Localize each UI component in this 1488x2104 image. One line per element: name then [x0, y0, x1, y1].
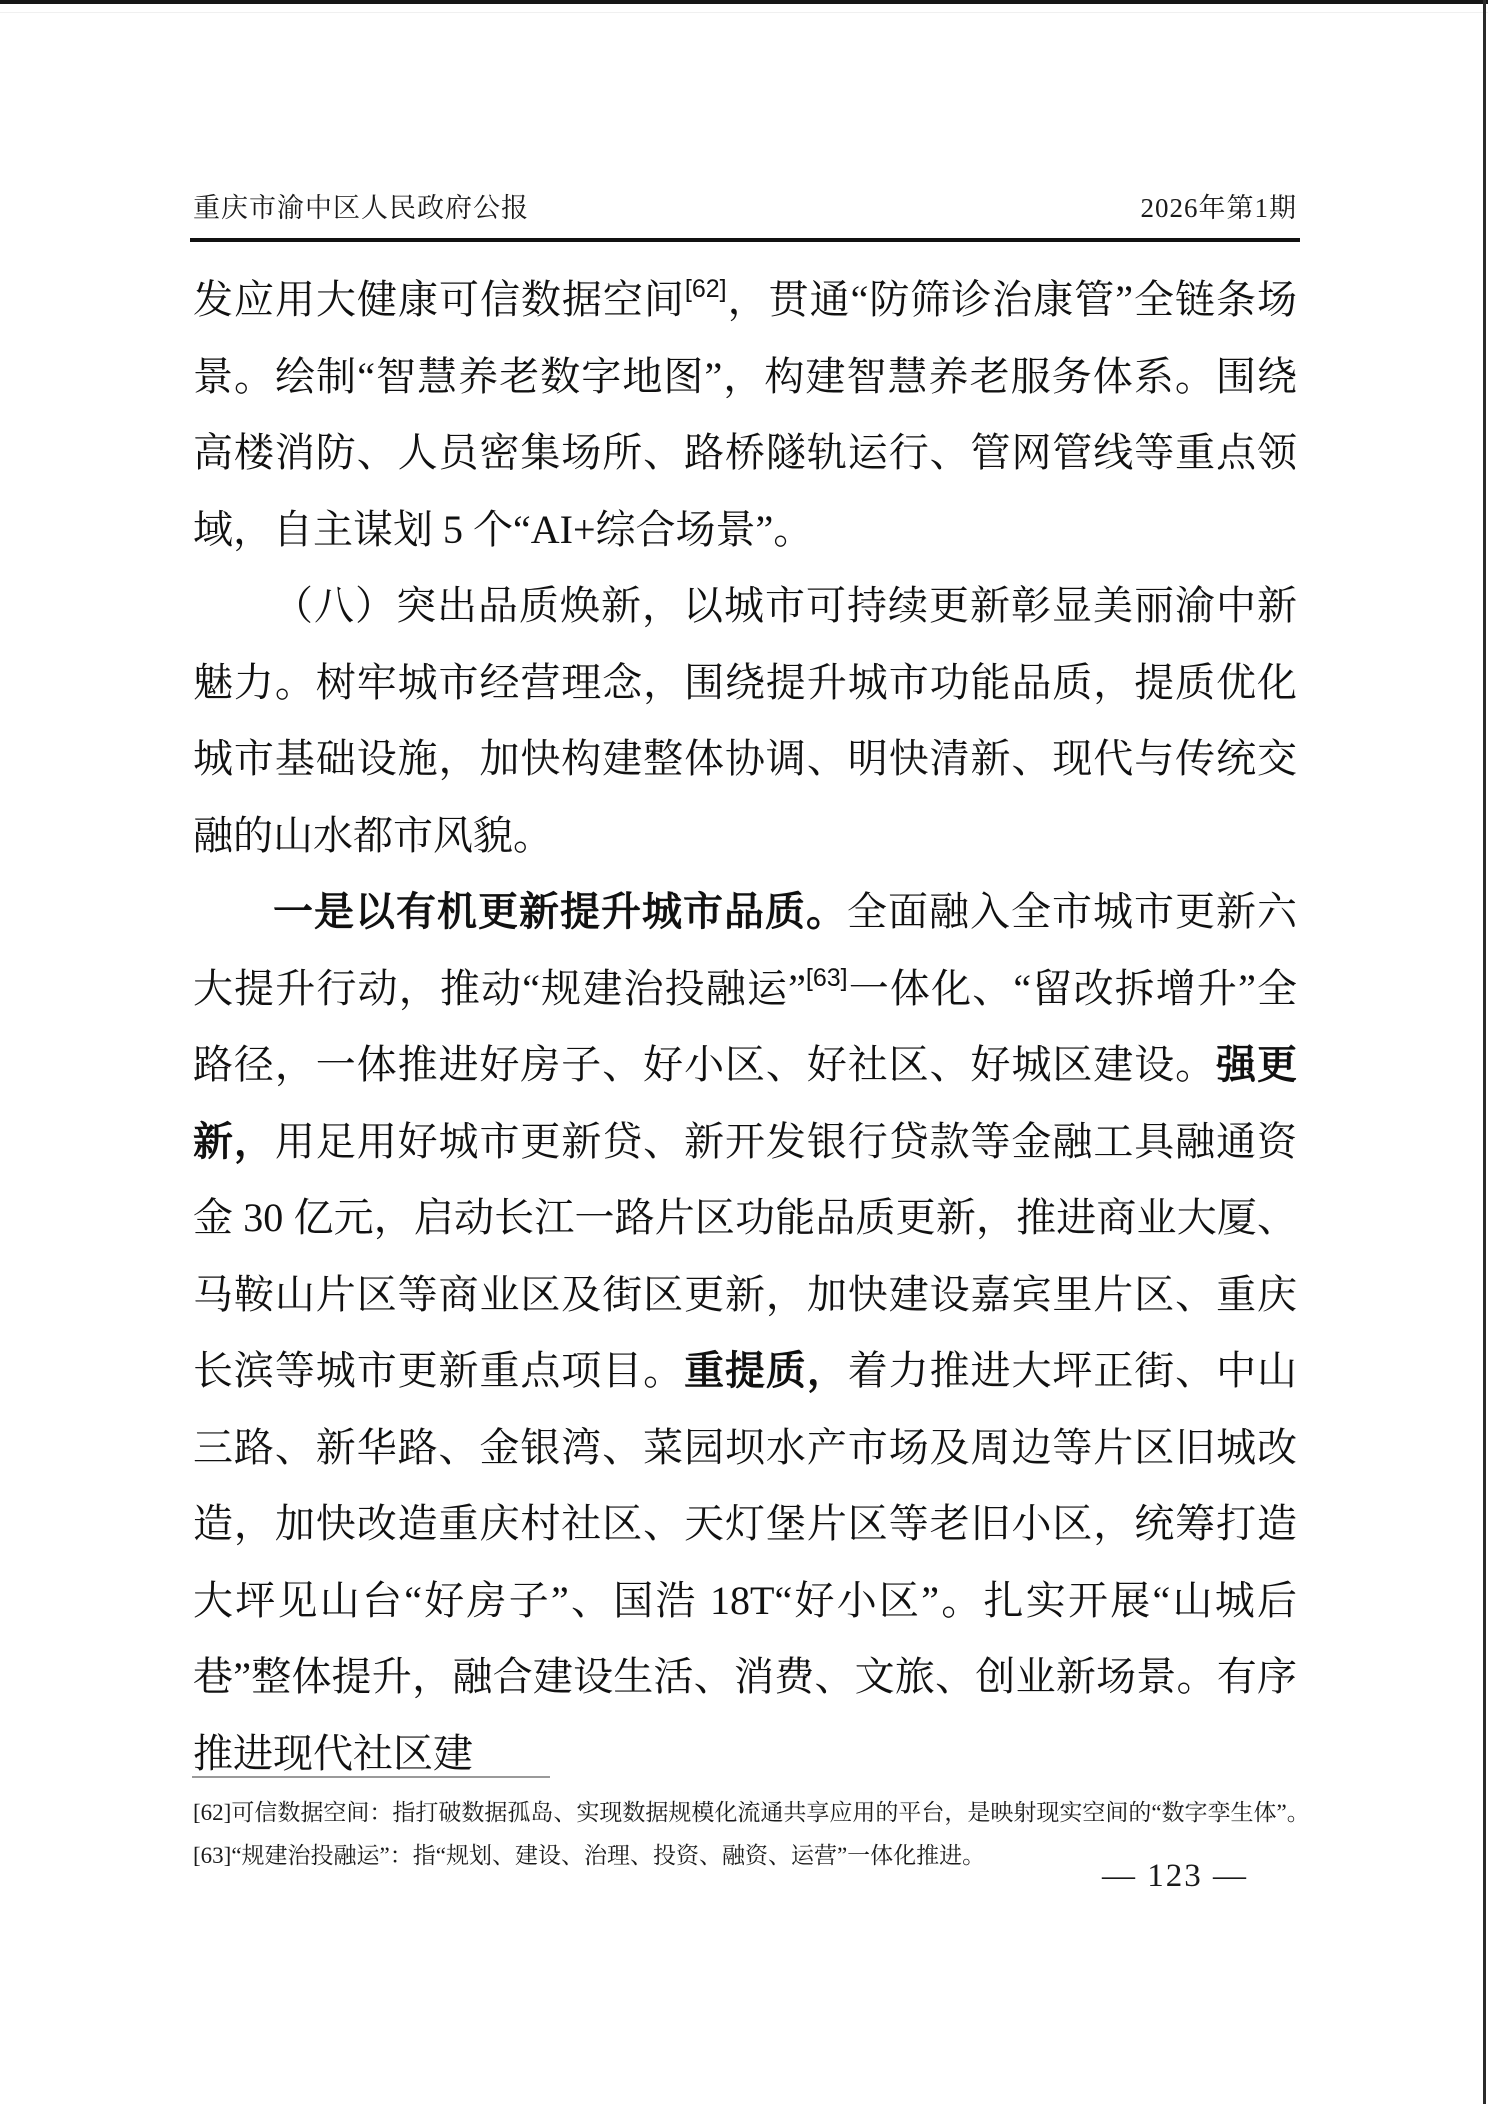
bold-lead-in: 一是以有机更新提升城市品质。: [273, 889, 847, 934]
page-number: — 123 —: [1102, 1858, 1248, 1894]
footnote-62: [62]可信数据空间：指打破数据孤岛、实现数据规模化流通共享应用的平台，是映射现实空间的“数字孪生体”。: [193, 1800, 1310, 1825]
header-issue-label: 2026年第1期: [1140, 193, 1297, 223]
scan-edge-top-shadow: [0, 12, 1488, 13]
body-text-run: 用足用好城市更新贷、新开发银行贷款等金融工具融通资金 30 亿元，启动长江一路片区功能品质更新，推进商业大厦、马鞍山片区等商业区及街区更新，加快建设嘉宾里片区、重庆长滨等城市更新重点项目。: [193, 1118, 1298, 1393]
scan-edge-top: [0, 0, 1488, 4]
bold-run-qianggengxin: 强更新，: [193, 1042, 1298, 1164]
header-rule: [190, 238, 1300, 242]
paragraph-urban-renewal: [193, 874, 1297, 1792]
body-text-run: ，贯通“防筛诊治康管”全链条场景。绘制“智慧养老数字地图”，构建智慧养老服务体系。围绕高楼消防、人员密集场所、路桥隧轨运行、管网管线等重点领域，自主谋划 5 个“AI+综合场景”。: [193, 277, 1297, 552]
footnote-ref-63: [63]: [805, 963, 848, 992]
bold-run-zhongtizhi: 重提质，: [684, 1348, 848, 1393]
body-text-run: （八）突出品质焕新，以城市可持续更新彰显美丽渝中新魅力。树牢城市经营理念，围绕提升城市功能品质，提质优化城市基础设施，加快构建整体协调、明快清新、现代与传统交融的山水都市风貌。: [193, 583, 1297, 858]
body-text-run: 全面融入全市城市更新六大提升行动，推动“规建治投融运”: [193, 889, 1297, 1011]
header-publication-title: 重庆市渝中区人民政府公报: [193, 193, 529, 223]
body-text-run: 着力推进大坪正街、中山三路、新华路、金银湾、菜园坝水产市场及周边等片区旧城改造，加快改造重庆村社区、天灯堡片区等老旧小区，统筹打造大坪见山台“好房子”、国浩 18T“好小区”。扎实开展“山城后巷”整体提升，融合建设生活、消费、文旅、创业新场景。有序推进现代社区建: [193, 1348, 1298, 1776]
body-text-run: 发应用大健康可信数据空间: [193, 277, 685, 322]
paragraph-continuation: [193, 262, 1297, 568]
footnote-separator: [192, 1776, 550, 1778]
body-text-run: 一体化、“留改拆增升”全路径，一体推进好房子、好小区、好社区、好城区建设。: [193, 965, 1297, 1087]
scan-edge-right: [1483, 0, 1486, 2104]
page-header: [193, 186, 1297, 225]
footnote-63: [63]“规建治投融运”：指“规划、建设、治理、投资、融资、运营”一体化推进。: [193, 1843, 986, 1868]
paragraph-section-8: [193, 568, 1297, 874]
document-body: [193, 262, 1297, 1792]
footnote-ref-62: [62]: [684, 275, 727, 303]
